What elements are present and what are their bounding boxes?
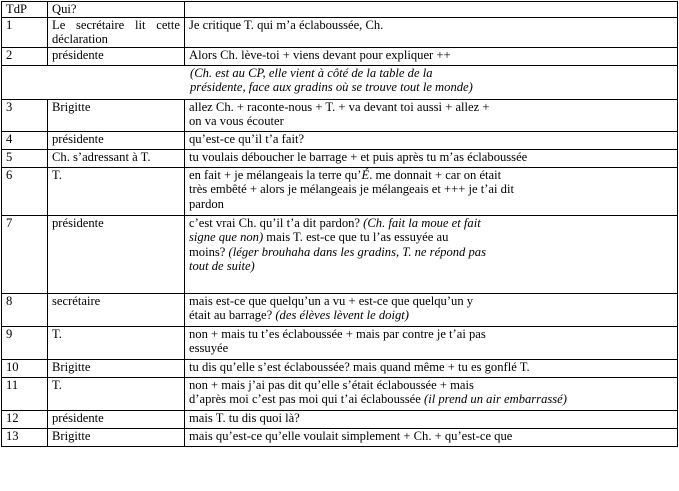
turn-number: 10 [2, 359, 48, 377]
utterance: allez Ch. + raconte-nous + T. + va devant toi aussi + allez + [189, 99, 490, 114]
utterance: mais est-ce que quelqu’un a vu + est-ce que quelqu’un y [189, 293, 474, 308]
speech-line [190, 66, 673, 81]
table-row [2, 377, 678, 410]
speech-text [185, 410, 678, 428]
utterance: Alors Ch. lève-toi + viens devant pour expliquer ++ [189, 47, 451, 62]
speech-text [185, 326, 678, 359]
speaker-name: présidente [48, 47, 185, 65]
speech-line [189, 168, 673, 183]
header-row [2, 2, 678, 18]
turn-number: 6 [2, 167, 48, 215]
table-row [2, 359, 678, 377]
stage-direction: signe que non) [189, 230, 264, 244]
speech-line [189, 392, 673, 407]
speech-line [189, 245, 673, 260]
turn-number: 5 [2, 149, 48, 167]
speech-line [189, 197, 673, 212]
turn-number: 7 [2, 215, 48, 293]
turn-number: 9 [2, 326, 48, 359]
utterance: moins? [189, 244, 229, 259]
utterance: non + mais tu t’es éclaboussée + mais par contre je t’ai pas [189, 326, 486, 341]
speaker-name: T. [48, 377, 185, 410]
speech-line [189, 18, 673, 33]
table-row [2, 99, 678, 131]
speech-line [189, 132, 673, 147]
table-row [2, 326, 678, 359]
speech-text [185, 99, 678, 131]
utterance: mais T. tu dis quoi là? [189, 410, 300, 425]
utterance: mais qu’est-ce qu’elle voulait simplement + Ch. + qu’est-ce que [189, 428, 513, 443]
table-row [2, 131, 678, 149]
stage-direction: (il prend un air embarrassé) [424, 392, 567, 406]
speech-text [185, 149, 678, 167]
table-row [2, 410, 678, 428]
stage-direction: É [361, 167, 370, 182]
utterance: tu voulais déboucher le barrage + et puis après tu m’as éclaboussée [189, 149, 528, 164]
speech-line [189, 411, 673, 426]
turn-number: 12 [2, 410, 48, 428]
utterance: tu dis qu’elle s’est éclaboussée? mais quand même + tu es gonflé T. [189, 359, 530, 374]
speech-line [189, 48, 673, 63]
speech-text [185, 359, 678, 377]
speaker-name: Brigitte [48, 99, 185, 131]
table-row [2, 167, 678, 215]
speech-text [185, 293, 678, 326]
speech-text [185, 17, 678, 47]
utterance: Je critique T. qui m’a éclaboussée, Ch. [189, 17, 384, 32]
header-turn: TdP [2, 2, 48, 18]
speech-text [185, 47, 678, 65]
stage-direction: (des élèves lèvent le doigt) [275, 308, 409, 322]
utterance: essuyée [189, 341, 229, 355]
speech-line [189, 327, 673, 342]
speaker-name: T. [48, 167, 185, 215]
speech-line [189, 100, 673, 115]
turn-number: 1 [2, 17, 48, 47]
speech-line [189, 259, 673, 274]
stage-direction: (Ch. fait la moue et fait [363, 215, 481, 230]
speaker-name: présidente [48, 131, 185, 149]
speaker-name: Ch. s’adressant à T. [48, 149, 185, 167]
turn-number: 4 [2, 131, 48, 149]
utterance: on va vous écouter [189, 114, 284, 128]
header-speech [185, 2, 678, 18]
speaker-name: Brigitte [48, 428, 185, 446]
speech-text [185, 167, 678, 215]
speech-line [189, 230, 673, 245]
transcript-table [1, 1, 678, 447]
header-speaker: Qui? [48, 2, 185, 18]
turn-number: 3 [2, 99, 48, 131]
stage-direction: présidente, face aux gradins où se trouve tout le monde) [190, 80, 473, 94]
utterance: était au barrage? [189, 308, 276, 322]
speech-line [189, 294, 673, 309]
speech-line [189, 378, 673, 393]
speech-line [189, 341, 673, 356]
table-row [2, 428, 678, 446]
transcript-body [2, 17, 678, 446]
context-note [2, 65, 678, 99]
stage-direction: tout de suite) [189, 259, 255, 273]
utterance: mais T. est-ce que tu l’as essuyée au [263, 230, 449, 244]
speaker-name: présidente [48, 410, 185, 428]
turn-number: 11 [2, 377, 48, 410]
speech-line [190, 80, 673, 95]
table-row [2, 149, 678, 167]
utterance: qu’est-ce qu’il t’a fait? [189, 131, 305, 146]
utterance: . me donnait + car on était [369, 167, 502, 182]
speech-text [185, 377, 678, 410]
speaker-name: présidente [48, 215, 185, 293]
stage-direction: (léger brouhaha dans les gradins, T. ne répond pas [228, 244, 486, 259]
speech-line [189, 308, 673, 323]
table-row [2, 65, 678, 99]
table-row [2, 293, 678, 326]
utterance: pardon [189, 196, 224, 211]
speaker-name: Brigitte [48, 359, 185, 377]
turn-number: 8 [2, 293, 48, 326]
speech-line [189, 360, 673, 375]
utterance: c’est vrai Ch. qu’il t’a dit pardon? [189, 215, 364, 230]
speech-line [189, 216, 673, 231]
speech-line [189, 429, 673, 444]
speech-line [189, 114, 673, 129]
utterance: en fait + je mélangeais la terre qu’ [189, 167, 362, 182]
speech-text [185, 215, 678, 293]
table-row [2, 47, 678, 65]
utterance: non + mais j’ai pas dit qu’elle s’était éclaboussée + mais [189, 377, 474, 392]
utterance: très embêté + alors je mélangeais je mélangeais et +++ je t’ai dit [189, 182, 514, 196]
turn-number: 2 [2, 47, 48, 65]
speaker-name: secrétaire [48, 293, 185, 326]
speech-text [185, 428, 678, 446]
speech-line [189, 182, 673, 197]
speaker-name: T. [48, 326, 185, 359]
stage-direction: (Ch. est au CP, elle vient à côté de la table de la [190, 65, 433, 80]
turn-number: 13 [2, 428, 48, 446]
table-row [2, 17, 678, 47]
speaker-name: Le secrétaire lit cette déclaration [48, 17, 185, 47]
speech-line [189, 150, 673, 165]
table-row [2, 215, 678, 293]
speech-text [185, 131, 678, 149]
utterance: d’après moi c’est pas moi qui t’ai éclaboussée [189, 392, 425, 406]
